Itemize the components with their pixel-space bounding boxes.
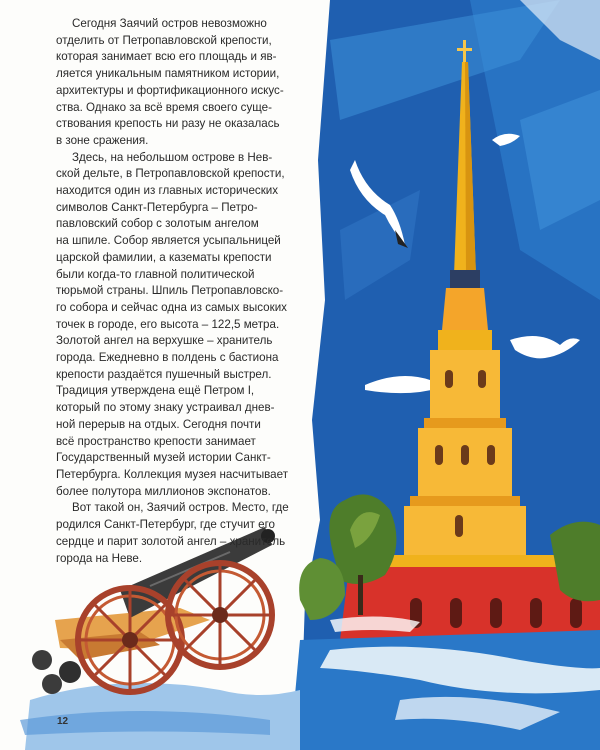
cannonball xyxy=(59,661,81,683)
paragraph-1: Сегодня Заячий остров невозможно отделить от Петропавловской крепости, которая занимает всю его площадь и яв- ляется уникальным памятником истории, архитектуры и фортификационного искус- ства. Однако за всё время своего суще- ствования крепость ни разу не оказалась в зоне сражения. xyxy=(56,17,284,147)
article-text xyxy=(56,16,318,567)
paragraph-3: Вот такой он, Заячий остров. Место, где родился Санкт-Петербург, где стучит его сердце и парит золотой ангел – хранитель города на Неве. xyxy=(56,501,289,565)
cannonball xyxy=(32,650,52,670)
cannonball xyxy=(42,674,62,694)
wheel-front xyxy=(168,563,272,667)
paragraph-2: Здесь, на небольшом острове в Нев- ской дельте, в Петропавловской крепости, находится один из главных исторических символов Санкт-Петербурга – Петро- павловский собор с золотым ангелом на шпиле. Собор является усыпальницей царской фамилии, а казематы крепости были когда-то главной политической тюрьмой страны. Шпиль Петропавловско- го собора и сейчас одна из самых высоких точек в городе, его высота – 122,5 метра. Золотой ангел на верхушке – хранитель города. Ежедневно в полдень с бастиона крепости раздаётся пушечный выстрел. Традиция утверждена ещё Петром I, который по этому знаку устраивал днев- ной перерыв на отдых. Сегодня почти всё пространство крепости занимает Государственный музей истории Санкт- Петербурга. Коллекция музея насчитывает более полутора миллионов экспонатов. xyxy=(56,150,289,498)
page-number: 12 xyxy=(57,716,69,727)
